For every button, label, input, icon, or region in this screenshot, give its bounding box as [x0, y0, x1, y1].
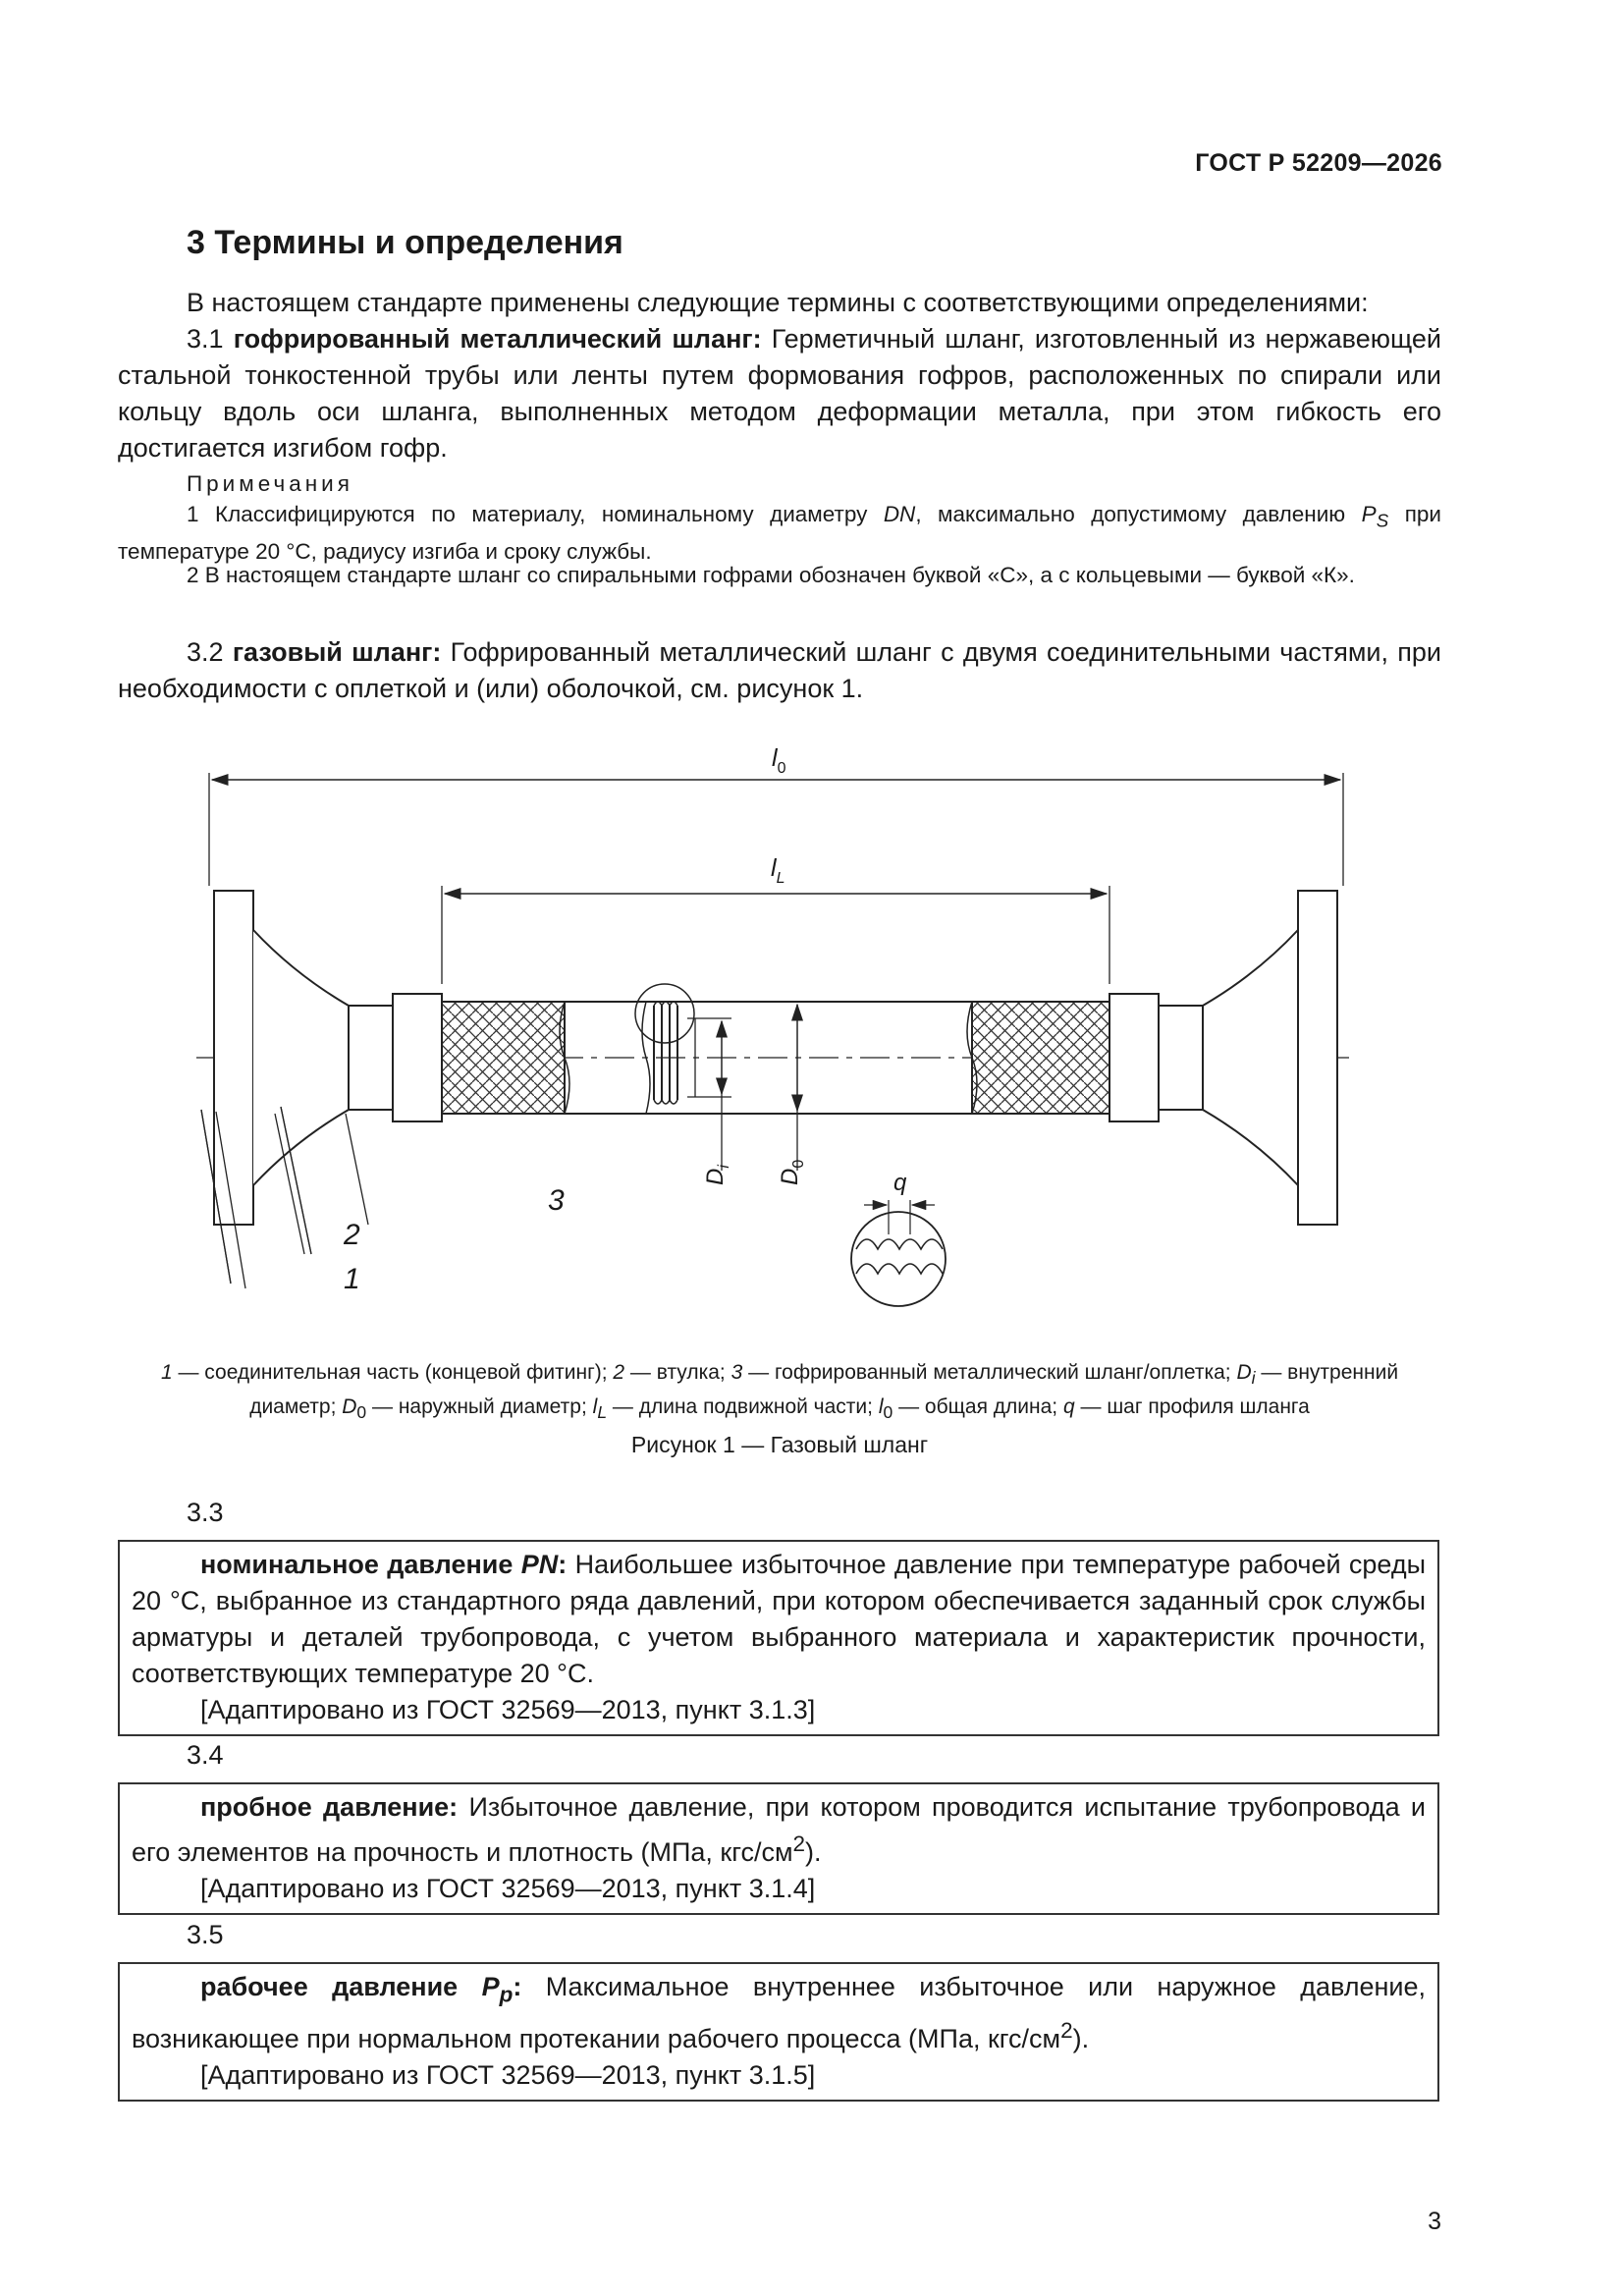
page-number: 3 — [1428, 2208, 1441, 2235]
term-name: рабочее давление $P_p$: — [200, 1972, 522, 2007]
term-source: [Адаптировано из ГОСТ 32569—2013, пункт 3.1.3] — [200, 1695, 816, 1724]
dim-D0-label: $D_0$ — [777, 1159, 807, 1185]
callout-2: 2 — [344, 1219, 360, 1251]
term-source: [Адаптировано из ГОСТ 32569—2013, пункт 3.1.5] — [200, 2060, 816, 2091]
term-3-3-number: 3.3 — [187, 1498, 224, 1527]
dim-Di-label: $D_i$ — [702, 1165, 732, 1185]
term-3-2 — [118, 634, 1441, 707]
note-2: 2 В настоящем стандарте шланг со спиральными гофрами обозначен буквой «С», а с кольцевыми — буквой «К». — [187, 563, 1355, 587]
term-name: пробное давление: — [200, 1792, 459, 1822]
term-definition: Гофрированный металлический шланг с двумя соединительными частями, при необходимости с оплеткой и (или) оболочкой, см. рисунок 1. — [118, 637, 1441, 703]
term-source: [Адаптировано из ГОСТ 32569—2013, пункт 3.1.4] — [200, 1874, 816, 1903]
term-3-3-box — [118, 1540, 1439, 1736]
term-number: 3.1 — [187, 324, 224, 354]
section-title: 3 Термины и определения — [187, 224, 623, 261]
figure-legend: 1 — соединительная часть (концевой фитинг); 2 — втулка; 3 — гофрированный металлический шланг/оплетка; $D_i$ — внутренний диаметр; $D_0$ — наружный диаметр; $l_L$ — длина подвижной части; $l_0$ — общая длина; q — шаг профиля шланга — [160, 1361, 1399, 1423]
gas-hose-drawing — [177, 738, 1375, 1318]
notes-heading: Примечания — [187, 471, 353, 496]
term-definition: Наибольшее избыточное давление при температуре рабочей среды 20 °С, выбранное из стандартного ряда давлений, при котором обеспечивается заданный срок службы арматуры и деталей трубопровода, с учетом выбранного материала и характеристик прочности, соответствующих температуре 20 °С. — [132, 1550, 1426, 1688]
note-1: 1 Классифицируются по материалу, номинальному диаметру DN, максимально допустимому давлению $P_S$ при температуре 20 °С, радиусу изгиба и сроку службы. — [118, 502, 1441, 564]
term-3-4-box — [118, 1782, 1439, 1915]
document-code: ГОСТ Р 52209—2026 — [1195, 149, 1442, 177]
term-definition: Максимальное внутреннее избыточное или наружное давление, возникающее при нормальном протекании рабочего процесса (МПа, кгс/$см^2$). — [132, 1972, 1426, 2054]
term-name: гофрированный металлический шланг: — [233, 324, 762, 354]
callout-3: 3 — [548, 1184, 565, 1217]
term-number: 3.2 — [187, 637, 224, 667]
dim-q-label: q — [893, 1170, 907, 1196]
term-definition: Герметичный шланг, изготовленный из нержавеющей стальной тонкостенной трубы или ленты путем формования гофров, расположенных по спирали или кольцу вдоль оси шланга, выполненных методом деформации металла, при этом гибкость его достигается изгибом гофр. — [118, 324, 1441, 463]
term-name: номинальное давление PN: — [200, 1550, 568, 1579]
figure-caption: Рисунок 1 — Газовый шланг — [630, 1432, 929, 1457]
term-3-5-number: 3.5 — [187, 1920, 224, 1949]
intro-paragraph: В настоящем стандарте применены следующие термины с соответствующими определениями: — [187, 288, 1369, 317]
term-3-5-box — [118, 1962, 1439, 2102]
dim-lL-label: $l_L$ — [771, 854, 785, 887]
term-name: газовый шланг: — [232, 637, 442, 667]
dim-l0-label: $l_0$ — [772, 744, 786, 777]
term-definition: Избыточное давление, при котором проводится испытание трубопровода и его элементов на прочность и плотность (МПа, кгс/$см^2$). — [132, 1792, 1426, 1867]
term-3-4-number: 3.4 — [187, 1740, 224, 1770]
term-3-1 — [118, 321, 1441, 466]
callout-1: 1 — [344, 1263, 360, 1295]
